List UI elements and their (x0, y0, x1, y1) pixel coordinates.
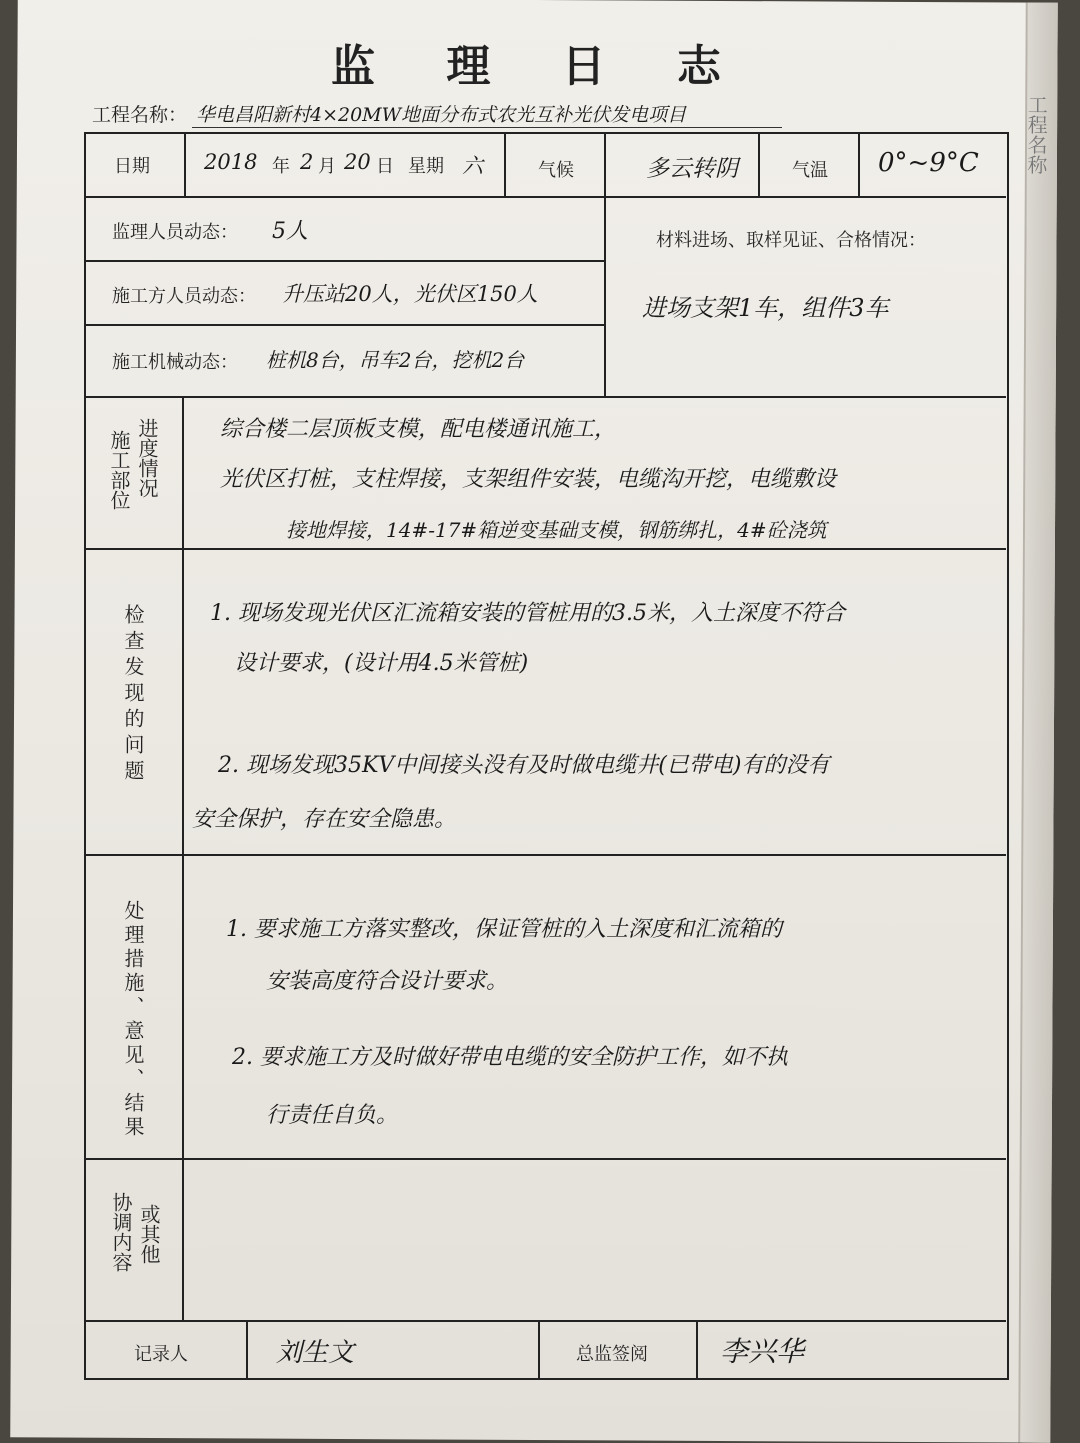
rule-below-measures (86, 1158, 1006, 1160)
measures-label-text: 处理措施、意见、结果 (121, 900, 145, 1140)
coordination-label-a-text: 协调内容 (109, 1192, 133, 1272)
rule-temp-value-left (858, 134, 860, 196)
materials-label: 材料进场、取样见证、合格情况： (656, 230, 926, 251)
rule-below-progress (86, 548, 1006, 550)
page-title: 监 理 日 志 (331, 41, 749, 92)
progress-label-status-text: 进度情况 (135, 418, 159, 498)
adjacent-page-label: 工程名称 (1023, 94, 1049, 175)
rule-temp-label-left (758, 134, 760, 196)
contractor-staff-label: 施工方人员动态： (112, 286, 256, 307)
issue-1-line-1: 1. 现场发现光伏区汇流箱安装的管桩用的3.5米，入土深度不符合 (210, 601, 845, 626)
year-value: 2018 (204, 150, 258, 174)
recorder-signature: 刘生文 (276, 1338, 355, 1368)
temp-value: 0°~9°C (878, 148, 979, 178)
project-name-value: 华电昌阳新村4×20MW地面分布式农光互补光伏发电项目 (196, 104, 687, 126)
progress-line-3: 接地焊接，14#-17#箱逆变基础支模，钢筋绑扎，4#砼浇筑 (286, 518, 827, 542)
rule-section-label-right (182, 396, 184, 1320)
chief-signature: 李兴华 (720, 1335, 805, 1368)
materials-value: 进场支架1车，组件3车 (642, 294, 889, 322)
project-name-label: 工程名称： (92, 104, 188, 126)
coordination-label-b (136, 1204, 162, 1270)
rule-below-machinery (86, 396, 1006, 398)
machinery-value: 桩机8台，吊车2台，挖机2台 (266, 348, 525, 372)
chief-review-label: 总监签阅 (576, 1344, 648, 1365)
weekday-value: 六 (462, 154, 483, 178)
month-label: 月 (318, 156, 336, 177)
issue-2-line-2: 安全保护，存在安全隐患。 (192, 807, 457, 832)
rule-materials-left (604, 134, 606, 396)
rule-below-date-row (86, 196, 1006, 198)
recorder-label: 记录人 (134, 1344, 188, 1365)
measure-1-line-2: 安装高度符合设计要求。 (266, 969, 509, 994)
rule-below-supervisor (86, 260, 604, 262)
weekday-label: 星期 (408, 156, 444, 177)
weather-label: 气候 (538, 160, 574, 181)
rule-below-contractor (86, 324, 604, 326)
rule-chief-label-left (538, 1320, 540, 1380)
rule-weather-label-left (504, 134, 506, 196)
measure-2-line-1: 2. 要求施工方及时做好带电电缆的安全防护工作，如不执 (232, 1045, 788, 1070)
issue-2-line-1: 2. 现场发现35KV中间接头没有及时做电缆井(已带电)有的没有 (218, 753, 830, 778)
contractor-staff-value: 升压站20人，光伏区150人 (282, 282, 538, 306)
progress-line-2: 光伏区打桩，支柱焊接，支架组件安装，电缆沟开挖，电缆敷设 (220, 467, 837, 492)
rule-below-issues (86, 854, 1006, 856)
coordination-label-b-text: 或其他 (137, 1204, 161, 1264)
measure-1-line-1: 1. 要求施工方落实整改，保证管桩的入土深度和汇流箱的 (226, 917, 782, 942)
issues-label-text: 检查发现的问题 (121, 604, 145, 786)
log-table (84, 132, 1009, 1380)
progress-label-status (134, 418, 160, 504)
rule-below-coordination (86, 1320, 1006, 1322)
supervisor-staff-value: 5人 (272, 219, 308, 244)
day-value: 20 (344, 150, 371, 174)
year-label: 年 (272, 156, 290, 177)
rule-chief-value-left (696, 1320, 698, 1380)
month-value: 2 (300, 150, 314, 174)
rule-recorder-label-right (246, 1320, 248, 1380)
issues-label (120, 604, 146, 792)
rule-date-label-right (184, 134, 186, 196)
measures-label (120, 900, 146, 1146)
supervisor-staff-label: 监理人员动态： (112, 222, 238, 243)
issue-1-line-2: 设计要求，(设计用4.5米管桩) (234, 651, 529, 676)
progress-line-1: 综合楼二层顶板支模，配电楼通讯施工， (220, 417, 617, 442)
date-label: 日期 (114, 156, 150, 177)
progress-label-location (106, 430, 132, 516)
temp-label: 气温 (792, 160, 828, 181)
adjacent-page-edge (1018, 3, 1058, 1443)
project-name-underline (192, 127, 782, 128)
day-label: 日 (376, 156, 394, 177)
machinery-label: 施工机械动态： (112, 352, 238, 373)
coordination-label-a (108, 1192, 134, 1278)
measure-2-line-2: 行责任自负。 (266, 1103, 399, 1128)
weather-value: 多云转阴 (646, 156, 738, 182)
progress-label-location-text: 施工部位 (107, 430, 131, 510)
